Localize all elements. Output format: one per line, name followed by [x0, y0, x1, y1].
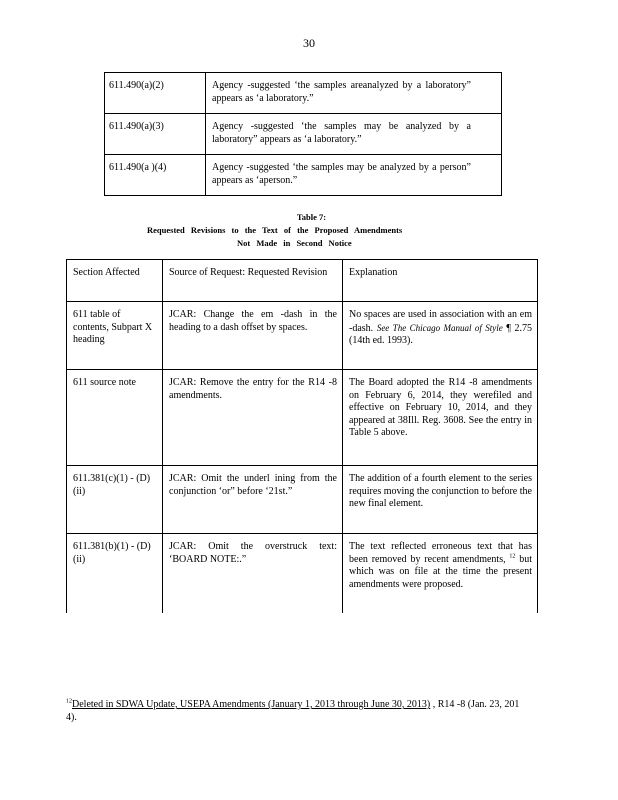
amendment-table-continued	[104, 72, 502, 196]
header-source: Source of Request: Requested Revision	[163, 260, 343, 302]
explanation-cell	[343, 302, 538, 370]
table-row	[105, 155, 502, 196]
explanation-tail: ¶ 2.75 (14th ed. 1993).	[349, 322, 533, 346]
table-row	[105, 73, 502, 114]
table-row	[67, 370, 538, 466]
footnote-ref[interactable]: 12	[509, 553, 516, 560]
caption-line-1: Table 7:	[296, 212, 327, 222]
footnote-marker: 12	[66, 698, 72, 705]
explanation-text: The text reflected erroneous text that has been removed by recent amendments,	[349, 541, 532, 565]
source-cell: JCAR: Change the em -dash in the heading to a dash offset by spaces.	[163, 302, 343, 370]
header-row	[67, 260, 538, 302]
header-section: Section Affected	[67, 260, 163, 302]
section-cell: 611 source note	[67, 370, 163, 466]
header-explanation: Explanation	[343, 260, 538, 302]
explanation-cell	[343, 534, 538, 614]
footnote	[66, 698, 526, 724]
source-cell: JCAR: Omit the overstruck text: ‘BOARD NOTE:.”	[163, 534, 343, 614]
section-cell: 611 table of contents, Subpart X heading	[67, 302, 163, 370]
explanation-cell: The Board adopted the R14 -8 amendments on February 6, 2014, they werefiled and effective on February 10, 2014, and they appeared at 38Ill. Reg. 3608. See the entry in Table 5 above.	[343, 370, 538, 466]
revision-cell: Agency -suggested ‘the samples may be analyzed by a laboratory” appears as ‘a laboratory.”	[206, 114, 502, 155]
section-cell: 611.490(a)(2)	[105, 73, 206, 114]
table-caption	[0, 211, 618, 248]
section-cell: 611.381(b)(1) - (D)(ii)	[67, 534, 163, 614]
section-cell: 611.381(c)(1) - (D)(ii)	[67, 466, 163, 534]
caption-line-3: Not Made in Second Notice	[237, 238, 352, 248]
revision-cell: Agency -suggested ‘the samples areanalyzed by a laboratory” appears as ‘a laboratory.”	[206, 73, 502, 114]
table-row	[67, 302, 538, 370]
explanation-text: No spaces are used in association with an em -dash.	[349, 309, 532, 334]
footnote-rest: , R14 -8 (Jan. 23, 201 4).	[66, 699, 520, 723]
explanation-cell: The addition of a fourth element to the series requires moving the conjunction to before the new final element.	[343, 466, 538, 534]
section-cell: 611.490(a )(4)	[105, 155, 206, 196]
explanation-tail: but which was on file at the time the present amendments were proposed.	[349, 553, 533, 590]
revision-cell: Agency -suggested ‘the samples may be analyzed by a person” appears as ‘aperson.”	[206, 155, 502, 196]
source-cell: JCAR: Remove the entry for the R14 -8 amendments.	[163, 370, 343, 466]
requested-revisions-table	[66, 259, 538, 613]
caption-line-2: Requested Revisions to the Text of the Proposed Amendments	[147, 225, 403, 235]
page-number: 30	[303, 36, 315, 50]
footnote-underlined: Deleted in SDWA Update, USEPA Amendments (January 1, 2013 through June 30, 2013)	[72, 699, 431, 710]
citation-italic: See The Chicago Manual of Style	[376, 322, 503, 333]
table-row	[67, 534, 538, 614]
section-cell: 611.490(a)(3)	[105, 114, 206, 155]
source-cell: JCAR: Omit the underl ining from the conjunction ‘or” before ‘21st.”	[163, 466, 343, 534]
table-row	[105, 114, 502, 155]
table-row	[67, 466, 538, 534]
